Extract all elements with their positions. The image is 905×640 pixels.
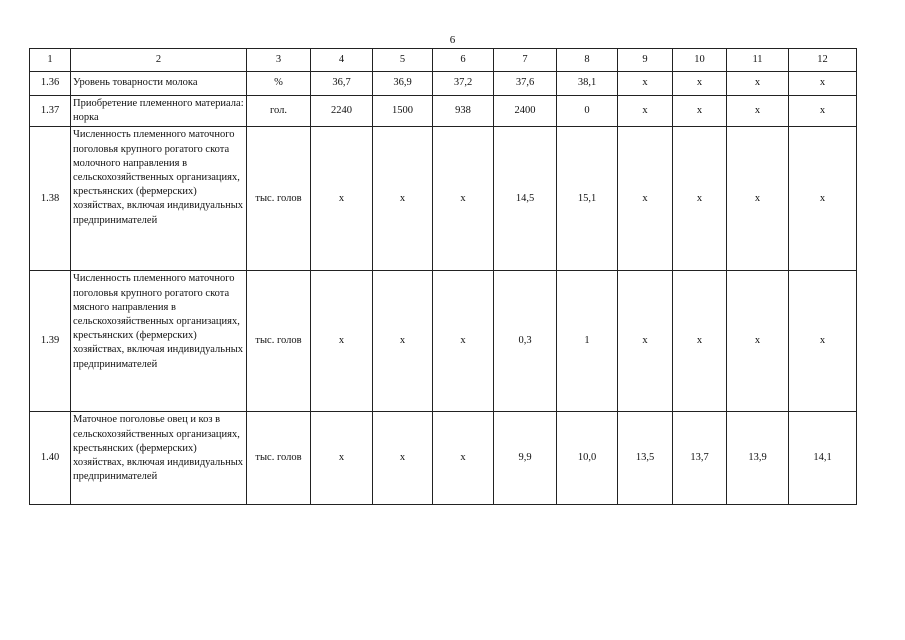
value-cell: х <box>311 412 373 505</box>
value-cell: 37,2 <box>433 72 494 96</box>
header-cell: 11 <box>727 49 789 72</box>
value-cell: 15,1 <box>557 127 618 271</box>
value-cell: х <box>727 271 789 412</box>
table-row <box>30 72 857 96</box>
value-cell: х <box>433 127 494 271</box>
header-cell: 1 <box>30 49 71 72</box>
page-number: 6 <box>449 34 456 46</box>
row-number: 1.39 <box>30 271 71 412</box>
header-cell: 9 <box>618 49 673 72</box>
row-description: Маточное поголовье овец и коз в сельскохозяйственных организациях, крестьянских (фермерских) хозяйствах, включая индивидуальных предпринимателей <box>71 412 247 505</box>
header-cell: 6 <box>433 49 494 72</box>
value-cell: 9,9 <box>494 412 557 505</box>
value-cell: х <box>727 96 789 127</box>
row-unit: гол. <box>247 96 311 127</box>
value-cell: х <box>373 412 433 505</box>
value-cell: х <box>673 72 727 96</box>
header-cell: 12 <box>789 49 857 72</box>
value-cell: 10,0 <box>557 412 618 505</box>
value-cell: 2400 <box>494 96 557 127</box>
value-cell: х <box>727 72 789 96</box>
row-description: Численность племенного маточного поголовья крупного рогатого скота молочного направления в сельскохозяйственных организациях, крестьянских (фермерских) хозяйствах, включая индивидуальных предпринимателей <box>71 127 247 271</box>
value-cell: 13,5 <box>618 412 673 505</box>
value-cell: 1 <box>557 271 618 412</box>
value-cell: 2240 <box>311 96 373 127</box>
header-cell: 10 <box>673 49 727 72</box>
value-cell: х <box>311 271 373 412</box>
table-row <box>30 412 857 505</box>
value-cell: х <box>618 271 673 412</box>
value-cell: х <box>673 127 727 271</box>
table-row <box>30 96 857 127</box>
header-cell: 5 <box>373 49 433 72</box>
header-cell: 7 <box>494 49 557 72</box>
value-cell: 13,7 <box>673 412 727 505</box>
value-cell: 14,5 <box>494 127 557 271</box>
indicators-table <box>29 48 857 505</box>
row-unit: % <box>247 72 311 96</box>
value-cell: х <box>433 412 494 505</box>
row-unit: тыс. голов <box>247 412 311 505</box>
row-number: 1.37 <box>30 96 71 127</box>
value-cell: х <box>789 127 857 271</box>
value-cell: 13,9 <box>727 412 789 505</box>
row-number: 1.38 <box>30 127 71 271</box>
value-cell: х <box>789 96 857 127</box>
value-cell: х <box>311 127 373 271</box>
header-cell: 3 <box>247 49 311 72</box>
row-number: 1.36 <box>30 72 71 96</box>
table-row <box>30 271 857 412</box>
row-description: Приобретение племенного материала: норка <box>71 96 247 127</box>
value-cell: х <box>673 271 727 412</box>
row-description: Уровень товарности молока <box>71 72 247 96</box>
header-cell: 2 <box>71 49 247 72</box>
header-cell: 8 <box>557 49 618 72</box>
header-cell: 4 <box>311 49 373 72</box>
value-cell: 37,6 <box>494 72 557 96</box>
value-cell: х <box>789 271 857 412</box>
row-description: Численность племенного маточного поголовья крупного рогатого скота мясного направления в сельскохозяйственных организациях, крестьянских (фермерских) хозяйствах, включая индивидуальных предпринимателей <box>71 271 247 412</box>
value-cell: 1500 <box>373 96 433 127</box>
table-row <box>30 127 857 271</box>
value-cell: 36,7 <box>311 72 373 96</box>
value-cell: х <box>373 271 433 412</box>
value-cell: 0,3 <box>494 271 557 412</box>
value-cell: х <box>618 127 673 271</box>
value-cell: 36,9 <box>373 72 433 96</box>
table-header-row <box>30 49 857 72</box>
value-cell: 14,1 <box>789 412 857 505</box>
value-cell: х <box>433 271 494 412</box>
row-unit: тыс. голов <box>247 271 311 412</box>
value-cell: х <box>618 96 673 127</box>
value-cell: х <box>727 127 789 271</box>
row-number: 1.40 <box>30 412 71 505</box>
row-unit: тыс. голов <box>247 127 311 271</box>
value-cell: х <box>673 96 727 127</box>
value-cell: 0 <box>557 96 618 127</box>
value-cell: х <box>789 72 857 96</box>
value-cell: х <box>618 72 673 96</box>
value-cell: х <box>373 127 433 271</box>
value-cell: 38,1 <box>557 72 618 96</box>
value-cell: 938 <box>433 96 494 127</box>
